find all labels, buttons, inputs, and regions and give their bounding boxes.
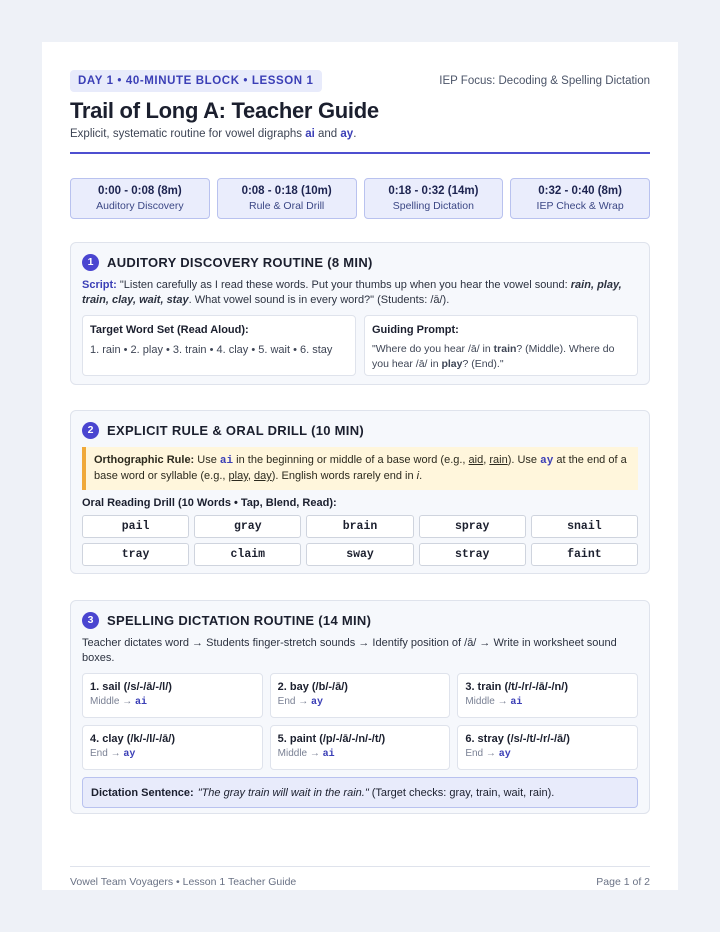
dictation-sentence [82, 777, 638, 808]
position-note: Middle → ai [90, 696, 148, 708]
iep-focus: IEP Focus: Decoding & Spelling Dictation [439, 75, 650, 87]
drill-word: spray [419, 515, 526, 538]
box-heading: Target Word Set (Read Aloud): [90, 324, 249, 336]
drill-word: tray [82, 543, 189, 566]
timeline-time: 0:08 - 0:18 (10m) [241, 185, 332, 197]
dictation-item [457, 673, 638, 718]
dictation-instructions: Teacher dictates word → Students finger-stretch sounds → Identify position of /ā/ → Write in worksheet sound boxes. [82, 637, 617, 664]
target-word-list: 1. rain • 2. play • 3. train • 4. clay • 5. wait • 6. stay [90, 344, 333, 356]
timeline-block [217, 178, 357, 219]
sentence-targets: (Target checks: gray, train, wait, rain). [371, 786, 555, 799]
dictation-word: 4. clay (/k/-/l/-/ā/) [90, 733, 175, 745]
box-heading: Guiding Prompt: [372, 324, 459, 336]
orthographic-rule-callout: Orthographic Rule: Use ai in the beginning or middle of a base word (e.g., aid, rain). Use ay at the end of a base word or syllable (e.g., play, day). English words rarely end in i. [82, 447, 638, 490]
dictation-item [457, 725, 638, 770]
timeline-block [364, 178, 504, 219]
position-note: Middle → ai [277, 748, 335, 760]
drill-word: gray [194, 515, 301, 538]
dictation-word: 3. train (/t/-/r/-/ā/-/n/) [465, 681, 568, 693]
document-page [42, 42, 678, 890]
section-number-badge: 3 [82, 612, 99, 629]
section-spelling-dictation [70, 600, 650, 814]
timeline-time: 0:00 - 0:08 (8m) [98, 185, 182, 197]
timeline-time: 0:18 - 0:32 (14m) [388, 185, 479, 197]
dictation-word: 5. paint (/p/-/ā/-/n/-/t/) [277, 733, 386, 745]
guiding-prompt-text: "Where do you hear /ā/ in train? (Middle). Where do you hear /ā/ in play? (End)." [372, 343, 615, 370]
timeline-label: Rule & Oral Drill [248, 200, 325, 212]
timeline-time: 0:32 - 0:40 (8m) [538, 185, 622, 197]
drill-word-grid [82, 515, 638, 566]
header-row [70, 70, 650, 92]
dictation-item [82, 725, 263, 770]
timeline-block [510, 178, 650, 219]
drill-word: faint [531, 543, 638, 566]
dictation-word: 6. stray (/s/-/t/-/r/-/ā/) [465, 733, 570, 745]
lesson-timeline [70, 178, 650, 219]
dictation-item [270, 673, 451, 718]
page-number: Page 1 of 2 [596, 876, 650, 888]
dictation-word: 2. bay (/b/-/ā/) [277, 681, 348, 693]
timeline-label: Auditory Discovery [96, 200, 184, 212]
dictation-word: 1. sail (/s/-/ā/-/l/) [90, 681, 172, 693]
drill-word: brain [306, 515, 413, 538]
timeline-label: IEP Check & Wrap [536, 200, 624, 212]
drill-word: stray [419, 543, 526, 566]
footer-title: Vowel Team Voyagers • Lesson 1 Teacher Guide [70, 876, 297, 888]
lesson-chip: DAY 1 • 40-MINUTE BLOCK • LESSON 1 [70, 70, 322, 92]
digraph-ai: ai [305, 128, 315, 140]
position-note: End → ay [465, 748, 511, 760]
drill-word: sway [306, 543, 413, 566]
target-word-set-box [82, 315, 356, 376]
drill-word: pail [82, 515, 189, 538]
position-note: End → ay [90, 748, 136, 760]
guiding-prompt-box [364, 315, 638, 376]
page-title: Trail of Long A: Teacher Guide [70, 98, 379, 123]
sentence-text: "The gray train will wait in the rain." [197, 786, 369, 799]
page-footer [70, 866, 650, 888]
dictation-word-grid [82, 673, 638, 770]
digraph-ay: ay [340, 128, 354, 140]
timeline-label: Spelling Dictation [392, 200, 474, 212]
teacher-script: Script: "Listen carefully as I read these words. Put your thumbs up when you hear the vowel sound: rain, play, train, clay, wait, stay. What vowel sound is in every word?" (Students: /ā/). [82, 279, 622, 306]
section-number-badge: 2 [82, 422, 99, 439]
drill-word: snail [531, 515, 638, 538]
section-title: AUDITORY DISCOVERY ROUTINE (8 MIN) [107, 254, 373, 270]
section-title: SPELLING DICTATION ROUTINE (14 MIN) [107, 612, 372, 628]
section-auditory-discovery [70, 242, 650, 385]
drill-word: claim [194, 543, 301, 566]
section-explicit-rule [70, 410, 650, 574]
section-title: EXPLICIT RULE & ORAL DRILL (10 MIN) [107, 422, 365, 438]
position-note: End → ay [277, 696, 324, 708]
drill-heading: Oral Reading Drill (10 Words • Tap, Blend, Read): [82, 497, 337, 509]
dictation-item [82, 673, 263, 718]
timeline-block [70, 178, 210, 219]
title-divider [70, 152, 650, 154]
dictation-item [270, 725, 451, 770]
section-number-badge: 1 [82, 254, 99, 271]
sentence-label: Dictation Sentence: [91, 786, 194, 799]
position-note: Middle → ai [465, 696, 523, 708]
page-subtitle: Explicit, systematic routine for vowel digraphs ai and ay. [70, 128, 357, 140]
